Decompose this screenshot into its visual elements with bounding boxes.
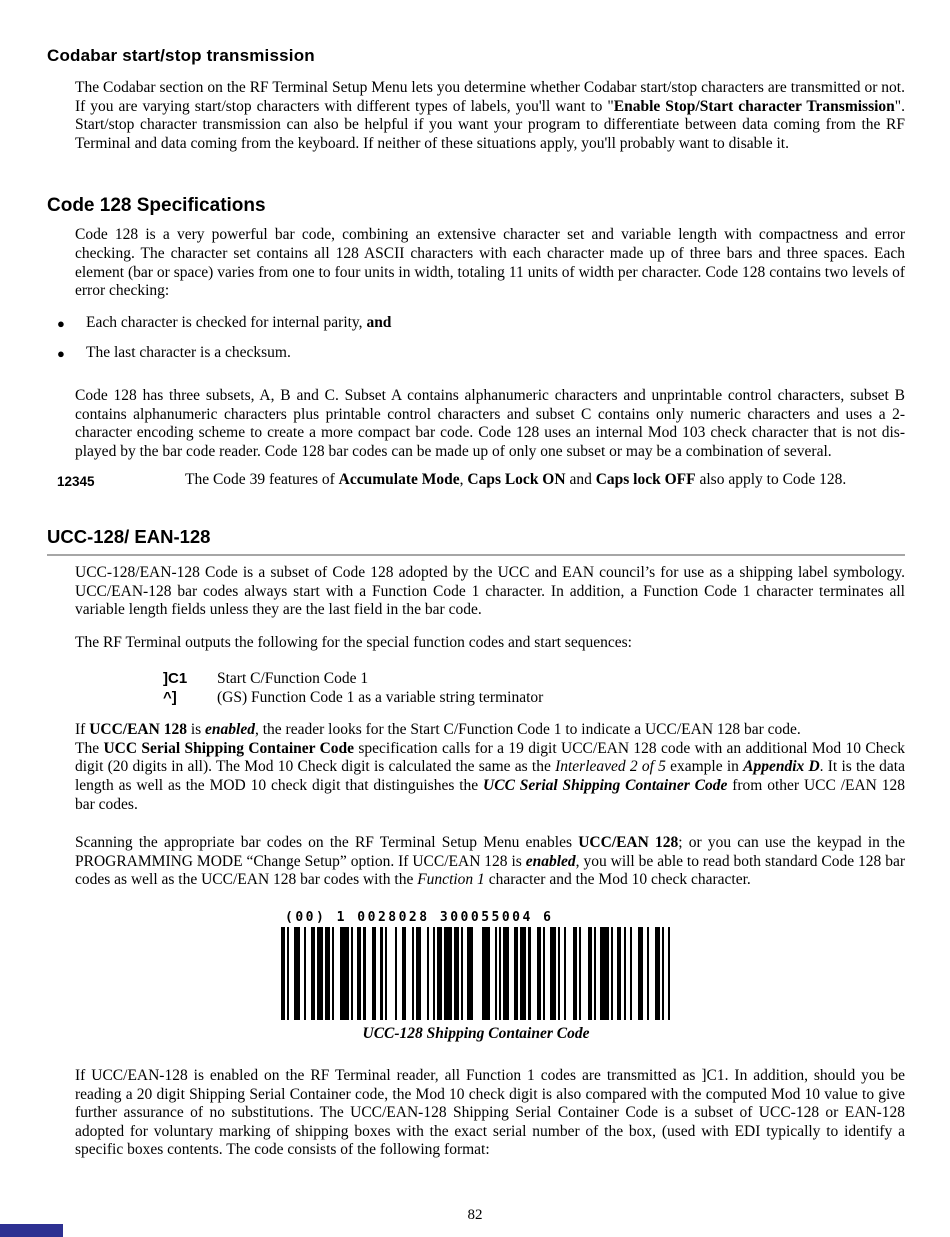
bullet-icon: ●: [57, 346, 65, 362]
line-ucc-enabled: If UCC/EAN 128 is enabled, the reader looks for the Start C/Function Code 1 to indicate a UCC/EAN 128 bar code.: [75, 721, 801, 739]
paragraph-ucc-enabled: [75, 721, 905, 814]
margin-note-row: [47, 471, 905, 490]
paragraph-ucc-outputs: The RF Terminal outputs the following for the special function codes and start sequences:: [75, 633, 632, 651]
paragraph-ucc-scanning: Scanning the appropriate bar codes on the RF Terminal Setup Menu enables UCC/EAN 128; or you can use the keypad in the PROGRAMMING MODE “Change Setup” option. If UCC/EAN 128 is enabled, you will be able to read both standard Code 128 bar codes as well as the UCC/EAN 128 bar codes with the Function 1 character and the Mod 10 check character.: [75, 834, 905, 889]
bullet-icon: ●: [57, 315, 65, 331]
bullet-text: The last character is a checksum.: [86, 344, 291, 362]
function-code-row: [163, 688, 905, 707]
paragraph-ucc-intro: UCC-128/EAN-128 Code is a subset of Code 128 adopted by the UCC and EAN council’s for use as a shipping label symbology. UCC/EAN-128 bar codes always start with a Function Code 1 character. In addition, a Function Code 1 character terminates all variable length fields unless they are the last field in the bar code.: [75, 563, 905, 619]
paragraph-closing: If UCC/EAN-128 is enabled on the RF Terminal reader, all Function 1 codes are transmitted as ]C1. In addition, should you be reading a 20 digit Shipping Serial Container code, the Mod 10 check digit is also compared with the computed Mod 10 value to give further assurance of no substitutions. The UCC/EAN-128 Shipping Serial Container Code is a subset of UCC-128 or EAN-128 adopted for voluntary marking of shipping boxes with the exact serial number of the box, (used with EDI typically to identify a specific boxes contents. The code consists of the following format:: [75, 1067, 905, 1159]
margin-note-label: 12345: [57, 474, 95, 490]
function-code-symbol: ^]: [163, 689, 177, 707]
function-code-desc: (GS) Function Code 1 as a variable string terminator: [217, 689, 544, 707]
paragraph-code128-intro: Code 128 is a very powerful bar code, combining an extensive character set and variable length with compactness and error checking. The character set contains all 128 ASCII characters with each character made up of three bars and three spaces. Each element (bar or space) varies from one to four units in width, totaling 11 units of width per character. Code 128 contains two levels of error checking:: [75, 226, 905, 300]
function-code-desc: Start C/Function Code 1: [217, 670, 369, 688]
paragraph-code128-subsets: Code 128 has three subsets, A, B and C. Subset A contains alphanumeric characters and unprintable control characters, subset B contains alphanumeric characters plus printable control characters and subset C contains only numeric characters and uses a 2-character encoding scheme to create a more compact bar code. Code 128 uses an internal Mod 103 check character that is not displayed by the bar code reader. Code 128 bar codes can be made up of only one subset or may be a combination of several.: [75, 386, 905, 460]
barcode-image: [281, 927, 671, 1020]
paragraph-ucc-container-code: The UCC Serial Shipping Container Code specification calls for a 19 digit UCC/EAN 128 code with an additional Mod 10 Check digit (20 digits in all). The Mod 10 Check digit is calculated the same as the Interleaved 2 of 5 example in Appendix D. It is the data length as well as the MOD 10 check digit that distinguishes the UCC Serial Shipping Container Code from other UCC /EAN 128 bar codes.: [75, 739, 905, 813]
heading-ucc-ean-128: UCC-128/ EAN-128: [47, 526, 905, 556]
paragraph-codabar: The Codabar section on the RF Terminal Setup Menu lets you determine whether Codabar start/stop characters are transmitted or not. If you are varying start/stop characters with different types of labels, you'll want to "Enable Stop/Start character Transmission". Start/stop character transmission can also be helpful if you want your program to differentiate between data coming from the RF Terminal and data coming from the keyboard. If neither of these situations apply, you'll probably want to disable it.: [75, 79, 905, 152]
page-number: 82: [467, 1207, 483, 1223]
function-code-row: [163, 669, 905, 688]
bullet-text: Each character is checked for internal parity, and: [86, 313, 392, 331]
margin-note-text: The Code 39 features of Accumulate Mode, Caps Lock ON and Caps lock OFF also apply to Code 128.: [185, 471, 847, 489]
bullet-item-checksum: [57, 344, 905, 364]
heading-codabar-start-stop: Codabar start/stop transmission: [47, 46, 315, 65]
barcode-figure: [281, 910, 671, 1043]
page-corner-accent: [0, 1224, 63, 1237]
barcode-caption: UCC-128 Shipping Container Code: [362, 1025, 590, 1043]
function-code-list: [163, 669, 905, 707]
function-code-symbol: ]C1: [163, 670, 188, 688]
barcode-human-readable: (00) 1 0028028 300055004 6: [285, 910, 554, 926]
bullet-item-parity: [57, 314, 905, 334]
heading-code128-specifications: Code 128 Specifications: [47, 195, 266, 217]
